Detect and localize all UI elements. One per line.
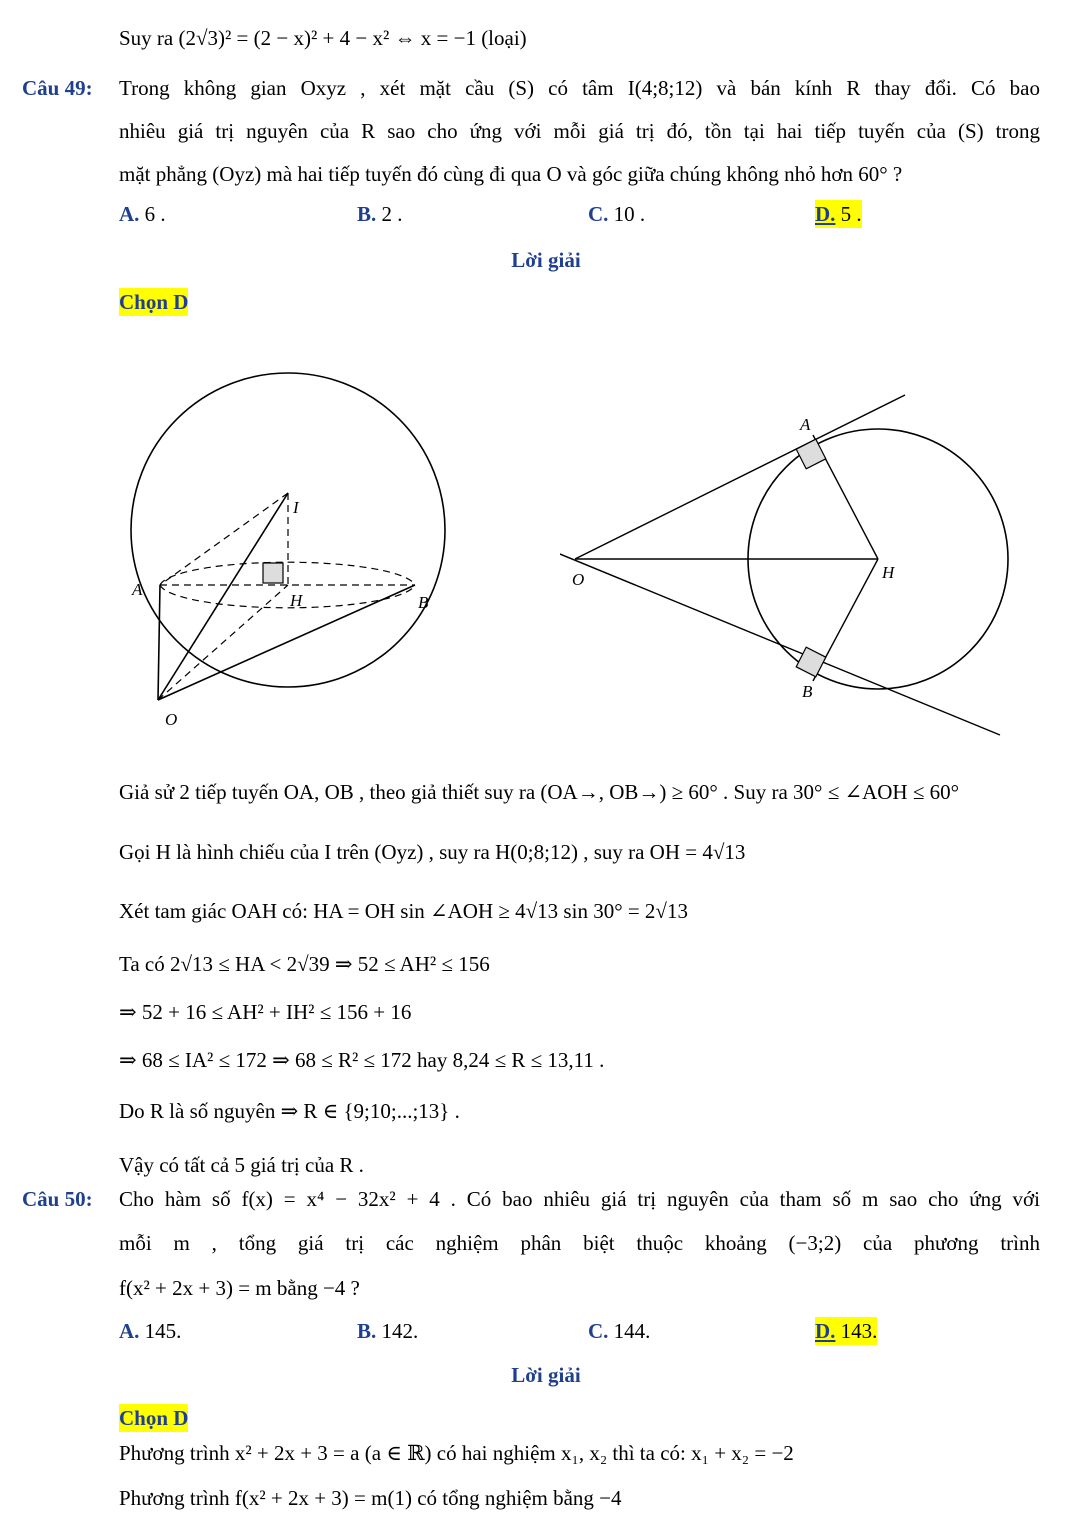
tangent-figure: [560, 385, 1010, 740]
q49-solution-line-1: Giả sử 2 tiếp tuyến OA, OB , theo giả thiết suy ra (OA→, OB→) ≥ 60° . Suy ra 30° ≤ ∠AOH ≤ 60°: [119, 780, 959, 804]
q49-option-d-correct: D. 5 .: [815, 202, 862, 226]
q49-option-c: C. 10 .: [588, 202, 646, 226]
right-angle-a: [796, 439, 826, 469]
q49-option-b: B. 2 .: [357, 202, 403, 226]
q49-solution-line-4: Ta có 2√13 ≤ HA < 2√39 ⇒ 52 ≤ AH² ≤ 156: [119, 952, 490, 976]
q49-solution-line-8: Vậy có tất cả 5 giá trị của R .: [119, 1153, 364, 1177]
q49-option-a: A. 6 .: [119, 202, 166, 226]
q49-stem-line-1: Trong không gian Oxyz , xét mặt cầu (S) có tâm I(4;8;12) và bán kính R thay đổi. Có bao: [119, 76, 1040, 100]
q49-solution-line-5: ⇒ 52 + 16 ≤ AH² + IH² ≤ 156 + 16: [119, 1000, 412, 1024]
q50-stem-line-3: f(x² + 2x + 3) = m bằng −4 ?: [119, 1276, 360, 1300]
q49-stem-line-2: nhiêu giá trị nguyên của R sao cho ứng với mỗi giá trị đó, tồn tại hai tiếp tuyến của (S) trong: [119, 119, 1040, 143]
q50-solution-title: Lời giải: [511, 1363, 581, 1387]
q50-option-c: C. 144.: [588, 1319, 651, 1343]
q50-stem-line-2: mỗi m , tổng giá trị các nghiệm phân biệt thuộc khoảng (−3;2) của phương trình: [119, 1231, 1040, 1255]
label-i: I: [293, 498, 299, 517]
q49-stem-line-3: mặt phẳng (Oyz) mà hai tiếp tuyến đó cùng đi qua O và góc giữa chúng không nhỏ hơn 60° ?: [119, 162, 903, 186]
q49-solution-line-6: ⇒ 68 ≤ IA² ≤ 172 ⇒ 68 ≤ R² ≤ 172 hay 8,24 ≤ R ≤ 13,11 .: [119, 1048, 605, 1072]
q49-solution-line-7: Do R là số nguyên ⇒ R ∈ {9;10;...;13} .: [119, 1099, 460, 1123]
label-a: A: [800, 415, 811, 434]
q49-choice: Chọn D: [119, 290, 189, 314]
q49-solution-line-2: Gọi H là hình chiếu của I trên (Oyz) , suy ra H(0;8;12) , suy ra OH = 4√13: [119, 840, 746, 864]
q50-stem-line-1: Cho hàm số f(x) = x⁴ − 32x² + 4 . Có bao nhiêu giá trị nguyên của tham số m sao cho ứng với: [119, 1187, 1040, 1211]
equator-front: [160, 585, 415, 608]
question-49-label: Câu 49:: [22, 76, 93, 100]
q50-solution-line-2: Phương trình f(x² + 2x + 3) = m(1) có tổng nghiệm bằng −4: [119, 1486, 622, 1510]
q50-option-b: B. 142.: [357, 1319, 419, 1343]
q50-choice: Chọn D: [119, 1406, 189, 1430]
question-50-label: Câu 50:: [22, 1187, 93, 1211]
sphere-figure: [110, 330, 460, 730]
label-h: H: [290, 591, 303, 610]
previous-solution-line: Suy ra (2√3)² = (2 − x)² + 4 − x² ⇔ x = −1 (loại): [119, 26, 527, 50]
label-o: O: [165, 710, 178, 729]
right-angle-b: [796, 647, 826, 677]
label-b: B: [802, 682, 813, 701]
right-angle-marker: [263, 563, 283, 583]
q50-solution-line-1: Phương trình x² + 2x + 3 = a (a ∈ ℝ) có hai nghiệm x₁, x₂ thì ta có: x₁ + x₂ = −2: [119, 1441, 794, 1465]
segment-oa: [158, 585, 160, 700]
q49-solution-line-3: Xét tam giác OAH có: HA = OH sin ∠AOH ≥ 4√13 sin 30° = 2√13: [119, 899, 688, 923]
label-o: O: [572, 570, 585, 589]
segment-oi: [158, 493, 288, 700]
label-b: B: [418, 593, 429, 612]
q50-option-a: A. 145.: [119, 1319, 182, 1343]
segment-ob: [158, 585, 415, 700]
label-a: A: [132, 580, 143, 599]
tangent-oa: [575, 395, 905, 559]
q49-solution-title: Lời giải: [511, 248, 581, 272]
q50-option-d-correct: D. 143.: [815, 1319, 878, 1343]
label-h: H: [882, 563, 895, 582]
